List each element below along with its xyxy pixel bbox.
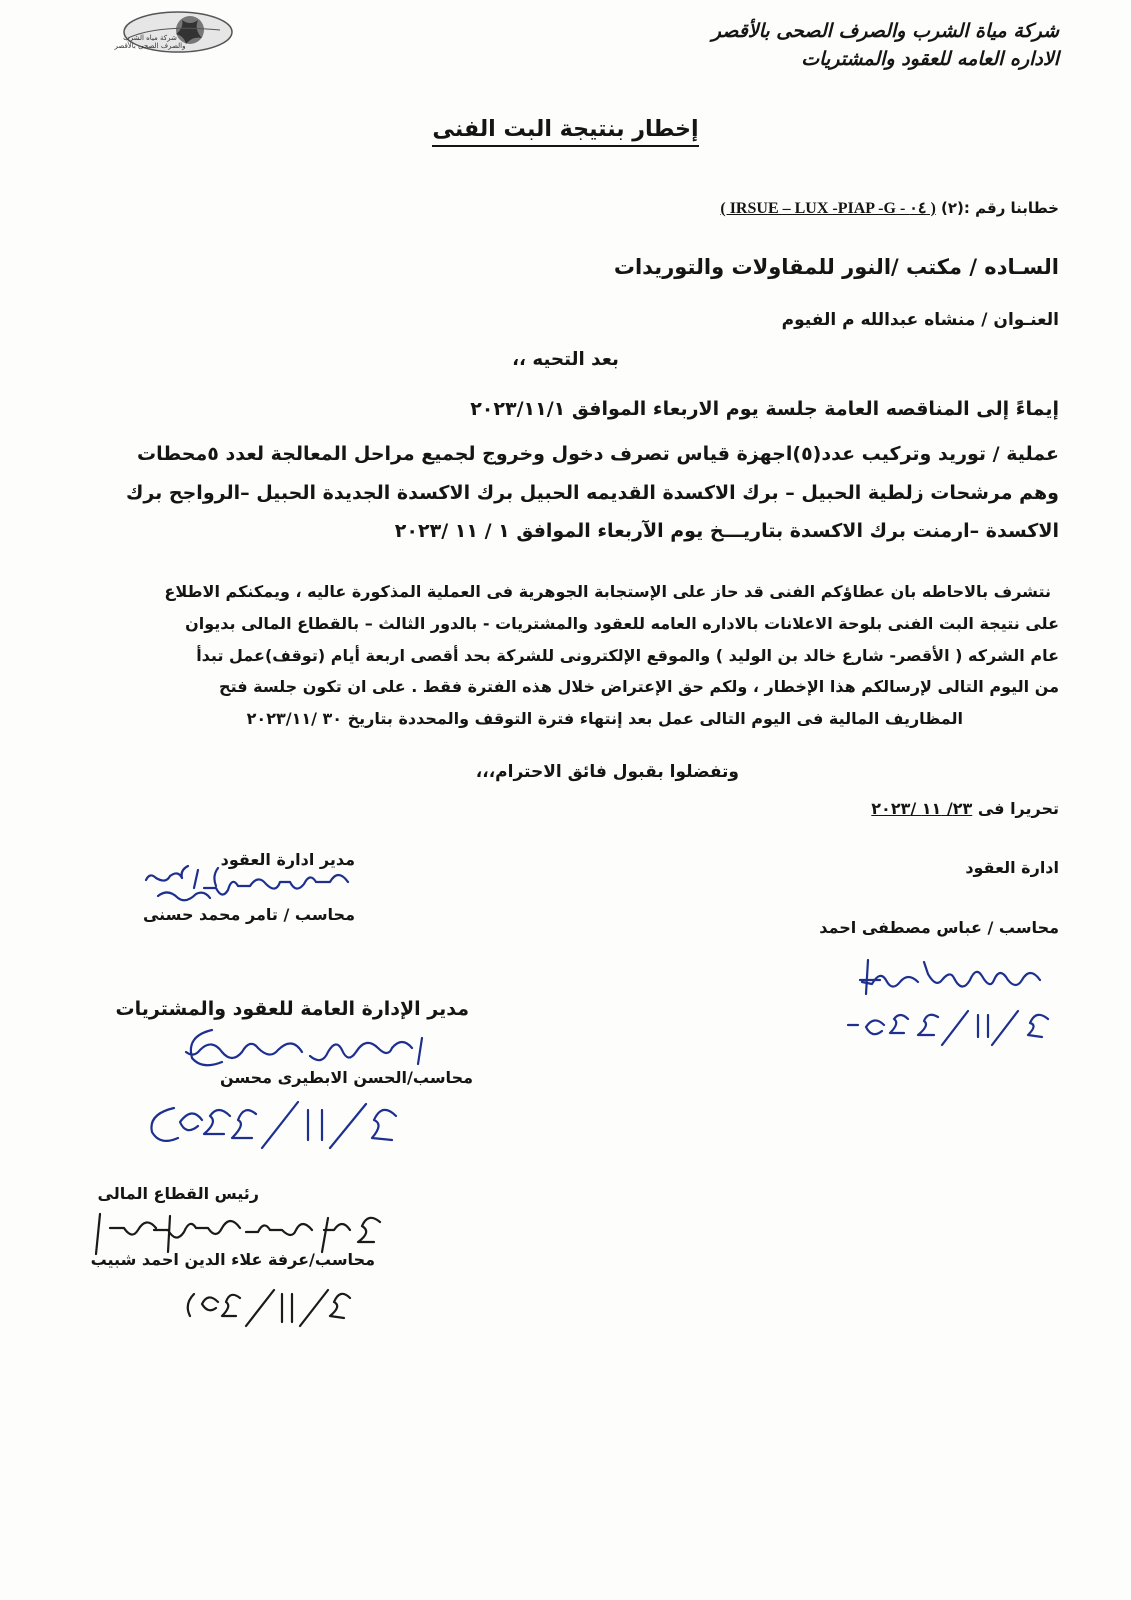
greeting: بعد التحيه ،،	[512, 349, 619, 370]
document-title-text: إخطار بنتيجة البت الفنى	[432, 116, 698, 147]
company-name: شركة مياة الشرب والصرف الصحى بالأقصر	[711, 20, 1059, 42]
contracts-handwritten-signature	[840, 950, 1050, 1000]
written-date	[871, 799, 1059, 818]
recipient-address: العنـوان / منشاه عبدالله م الفيوم	[781, 310, 1059, 330]
general-manager-signatory-name: محاسب/الحسن الابطيرى محسن	[219, 1068, 473, 1087]
logo-caption: شركة مياه الشرب والصرف الصحى بالأقصر	[114, 34, 186, 50]
general-manager-title: مدير الإدارة العامة للعقود والمشتريات	[115, 998, 469, 1020]
body-line: على نتيجة البت الفنى بلوحة الاعلانات بالاداره العامه للعقود والمشتريات - بالدور الثالث – بالقطاع المالى بديوان	[185, 614, 1059, 633]
reference-code: ( IRSUE – LUX -PIAP -G - ٠٤ )	[720, 200, 936, 217]
body-line: من اليوم التالى لإرسالكم هذا الإخطار ، ولكم حق الإعتراض خلال هذه الفترة فقط . على ان تكون جلسة فتح	[219, 677, 1059, 696]
financial-head-signatory-name: محاسب/عرفة علاء الدين احمد شبيب	[90, 1250, 375, 1269]
contracts-manager-title: مدير ادارة العقود	[220, 850, 355, 869]
written-label: تحريرا فى	[977, 799, 1059, 818]
tender-reference: إيماءً إلى المناقصه العامة جلسة يوم الاربعاء الموافق ٢٠٢٣/١١/١	[470, 398, 1059, 420]
contracts-signatory-name: محاسب / عباس مصطفى احمد	[819, 918, 1059, 937]
body-line: المظاريف المالية فى اليوم التالى عمل بعد إنتهاء فترة التوقف والمحددة بتاريخ ٣٠ /٢٠٢٣/١١	[246, 709, 963, 728]
contracts-manager-signatory-name: محاسب / تامر محمد حسنى	[142, 905, 355, 924]
body-line: نتشرف بالاحاطه بان عطاؤكم الفنى قد حاز على الإستجابة الجوهرية فى العملية المذكورة عاليه ، ويمكنكم الاطلاع	[164, 582, 1051, 601]
contracts-manager-handwritten-signature	[128, 860, 358, 910]
recipient: السـاده / مكتب /النور للمقاولات والتوريدات	[613, 255, 1059, 279]
operation-line: عملية / توريد وتركيب عدد(٥)اجهزة قياس تصرف دخول وخروج لجميع مراحل المعالجة لعدد ٥محطات	[137, 443, 1059, 465]
written-date-value: ٢٣/ ١١ /٢٠٢٣	[871, 799, 973, 818]
operation-line: الاكسدة –ارمنت برك الاكسدة بتاريـــخ يوم الآربعاء الموافق ١ / ١١ /٢٠٢٣	[394, 520, 1059, 542]
body-line: عام الشركه ( الأقصر- شارع خالد بن الوليد ) والموقع الإلكترونى للشركة بحد أقصى اربعة أيام (توقف)عمل تبدأ	[196, 646, 1059, 665]
document-title	[0, 116, 1131, 142]
financial-head-title: رئيس القطاع المالى	[97, 1184, 259, 1203]
contracts-title: ادارة العقود	[965, 858, 1059, 877]
letter-reference	[720, 198, 1059, 218]
reference-label: خطابنا رقم :(٢)	[941, 199, 1059, 217]
operation-line: وهم مرشحات زلطية الحبيل – برك الاكسدة القديمه الحبيل برك الاكسدة الجديدة الحبيل –الرواجح برك	[125, 482, 1059, 504]
general-manager-handwritten-date	[138, 1098, 408, 1154]
department-name: الاداره العامه للعقود والمشتريات	[801, 48, 1059, 70]
financial-head-handwritten-date	[180, 1284, 360, 1330]
closing-phrase: وتفضلوا بقبول فائق الاحترام،،،	[475, 762, 739, 782]
contracts-handwritten-date	[828, 1005, 1058, 1045]
